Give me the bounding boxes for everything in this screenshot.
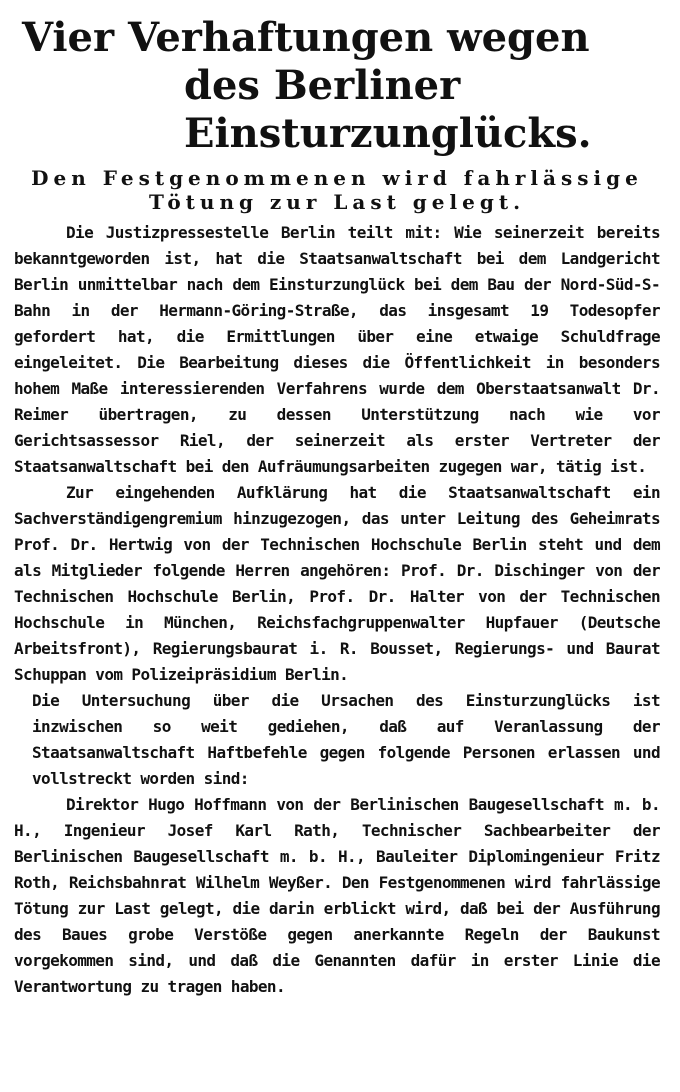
headline-line-1: Vier Verhaftungen wegen: [22, 14, 590, 61]
headline: [14, 14, 660, 158]
article-paragraph-4: Direktor Hugo Hoffmann von der Berlinischen Baugesellschaft m. b. H., Ingenieur Josef Karl Rath, Technischer Sachbearbeiter der Berlinischen Baugesellschaft m. b. H., Bauleiter Diplomingenieur Fritz Roth, Reichsbahnrat Wilhelm Weyßer. Den Festgenommenen wird fahrlässige Tötung zur Last gelegt, die darin erblickt wird, daß bei der Ausführung des Baues grobe Verstöße gegen anerkannte Regeln der Baukunst vorgekommen sind, und daß die Genannten dafür in erster Linie die Verantwortung zu tragen haben.: [14, 795, 660, 996]
subheadline-line-1: Den Festgenommenen wird fahrlässige: [31, 166, 643, 190]
headline-line-2: des Berliner Einsturzunglücks.: [184, 62, 592, 157]
article-paragraph-3: Die Untersuchung über die Ursachen des Einsturzunglücks ist inzwischen so weit gediehen, daß auf Veranlassung der Staatsanwaltschaft Haftbefehle gegen folgende Personen erlassen und vollstreckt worden sind:: [32, 691, 660, 788]
subheadline: [14, 166, 660, 214]
subheadline-line-2: Tötung zur Last gelegt.: [148, 190, 526, 214]
article-paragraph-2: Zur eingehenden Aufklärung hat die Staatsanwaltschaft ein Sachverständigengremium hinzugezogen, das unter Leitung des Geheimrats Prof. Dr. Hertwig von der Technischen Hochschule Berlin steht und dem als Mitglieder folgende Herren angehören: Prof. Dr. Dischinger von der Technischen Hochschule Berlin, Prof. Dr. Halter von der Technischen Hochschule in München, Reichsfachgruppenwalter Hupfauer (Deutsche Arbeitsfront), Regierungsbaurat i. R. Bousset, Regierungs- und Baurat Schuppan vom Polizeipräsidium Berlin.: [14, 483, 660, 684]
article-paragraph-1: Die Justizpressestelle Berlin teilt mit: Wie seinerzeit bereits bekanntgeworden ist, hat die Staatsanwaltschaft bei dem Landgericht Berlin unmittelbar nach dem Einsturzunglück bei dem Bau der Nord-Süd-S-Bahn in der Hermann-Göring-Straße, das insgesamt 19 Todesopfer gefordert hat, die Ermittlungen über eine etwaige Schuldfrage eingeleitet. Die Bearbeitung dieses die Öffentlichkeit in besonders hohem Maße interessierenden Verfahrens wurde dem Oberstaatsanwalt Dr. Reimer übertragen, zu dessen Unterstützung nach wie vor Gerichtsassessor Riel, der seinerzeit als erster Vertreter der Staatsanwaltschaft bei den Aufräumungsarbeiten zugegen war, tätig ist.: [14, 223, 660, 476]
article-body: [14, 220, 660, 1000]
